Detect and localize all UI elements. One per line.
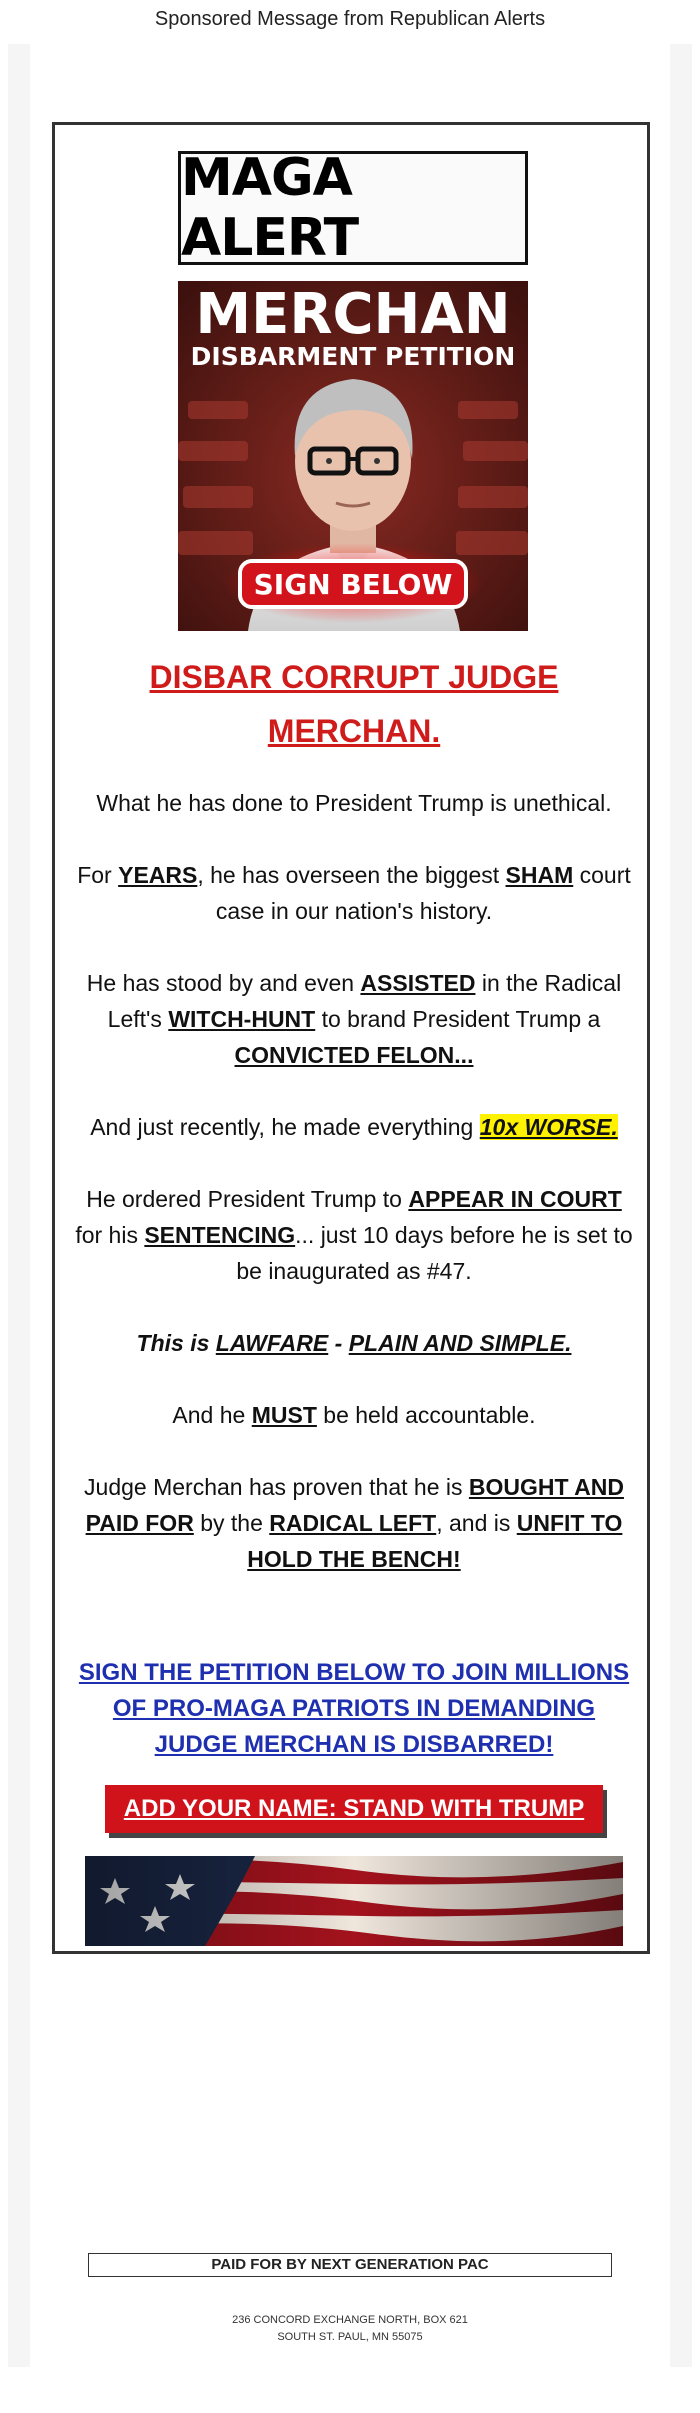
- p5-appear-in-court: APPEAR IN COURT: [408, 1186, 622, 1212]
- p3-witch-hunt: WITCH-HUNT: [168, 1006, 316, 1032]
- address-line-1: 236 CONCORD EXCHANGE NORTH, BOX 621: [232, 2314, 468, 2326]
- paragraph-4: [75, 1109, 633, 1145]
- paragraph-8: [75, 1469, 633, 1577]
- p3-text-c: in the Radical Left's: [107, 970, 622, 1032]
- flag-graphic: [85, 1856, 623, 1946]
- hero-subtitle: DISBARMENT PETITION: [190, 342, 516, 371]
- paragraph-6: [75, 1325, 633, 1361]
- p6-dash: -: [328, 1330, 349, 1356]
- p7-text-a: And he: [172, 1402, 252, 1428]
- paragraph-2: [75, 857, 633, 929]
- p3-convicted-felon: CONVICTED FELON...: [234, 1042, 474, 1068]
- p6-plain-and-simple: PLAIN AND SIMPLE.: [348, 1330, 572, 1356]
- american-flag-image[interactable]: [85, 1856, 623, 1946]
- headline-text[interactable]: DISBAR CORRUPT JUDGE MERCHAN.: [149, 659, 559, 749]
- sign-petition-link[interactable]: SIGN THE PETITION BELOW TO JOIN MILLIONS OF PRO-MAGA PATRIOTS IN DEMANDING JUDGE MERCHAN IS DISBARRED!: [78, 1659, 630, 1758]
- hero-title: MERCHAN: [195, 282, 511, 347]
- p2-text-a: For: [77, 862, 119, 888]
- p8-unfit-to-hold-bench: UNFIT TO HOLD THE BENCH!: [247, 1510, 623, 1572]
- badge-text: MAGA ALERT: [181, 148, 359, 268]
- p4-text-a: And just recently, he made everything: [90, 1114, 480, 1140]
- p3-text-e: to brand President Trump a: [315, 1006, 601, 1032]
- p7-must: MUST: [251, 1402, 317, 1428]
- email-body: [30, 44, 670, 2367]
- p8-text-e: , and is: [436, 1510, 517, 1536]
- hero-image[interactable]: [178, 281, 528, 631]
- address-line-2: SOUTH ST. PAUL, MN 55075: [277, 2331, 423, 2343]
- p8-text-a: Judge Merchan has proven that he is: [84, 1474, 469, 1500]
- p2-years: YEARS: [118, 862, 198, 888]
- paragraph-3: [75, 965, 633, 1073]
- maga-alert-badge: [178, 148, 528, 268]
- p6-lawfare: LAWFARE: [215, 1330, 329, 1356]
- alert-card: [52, 122, 650, 1954]
- p5-text-e: ... just 10 days before he is set to be inaugurated as #47.: [236, 1222, 633, 1284]
- p5-sentencing: SENTENCING: [144, 1222, 296, 1248]
- p4-10x-worse-highlight: 10x WORSE.: [479, 1114, 618, 1140]
- p5-text-a: He ordered President Trump to: [86, 1186, 409, 1212]
- p3-text-a: He has stood by and even: [86, 970, 361, 996]
- p2-text-e: court case in our nation's history.: [215, 862, 631, 924]
- p1-text: What he has done to President Trump is unethical.: [96, 790, 612, 816]
- paid-for-disclaimer: PAID FOR BY NEXT GENERATION PAC: [88, 2253, 612, 2277]
- sponsor-line: Sponsored Message from Republican Alerts: [154, 8, 546, 30]
- p2-sham: SHAM: [505, 862, 574, 888]
- p8-radical-left: RADICAL LEFT: [269, 1510, 437, 1536]
- email-background: [8, 44, 692, 2367]
- add-your-name-button[interactable]: ADD YOUR NAME: STAND WITH TRUMP: [105, 1785, 603, 1833]
- message-body: [75, 785, 633, 1613]
- p2-text-c: , he has overseen the biggest: [197, 862, 506, 888]
- headline-link[interactable]: [75, 650, 633, 758]
- p8-bought-and-paid-for: BOUGHT AND PAID FOR: [85, 1474, 624, 1536]
- mailing-address: [30, 2312, 670, 2346]
- p8-text-c: by the: [193, 1510, 270, 1536]
- p6-text-a: This is: [136, 1330, 216, 1356]
- judge-portrait-image: [178, 281, 528, 631]
- p5-text-c: for his: [75, 1222, 145, 1248]
- paragraph-1: [75, 785, 633, 821]
- paragraph-7: [75, 1397, 633, 1433]
- p7-text-c: be held accountable.: [316, 1402, 536, 1428]
- hero-sign-below-button[interactable]: SIGN BELOW: [253, 568, 453, 601]
- p3-assisted: ASSISTED: [360, 970, 476, 996]
- paragraph-5: [75, 1181, 633, 1289]
